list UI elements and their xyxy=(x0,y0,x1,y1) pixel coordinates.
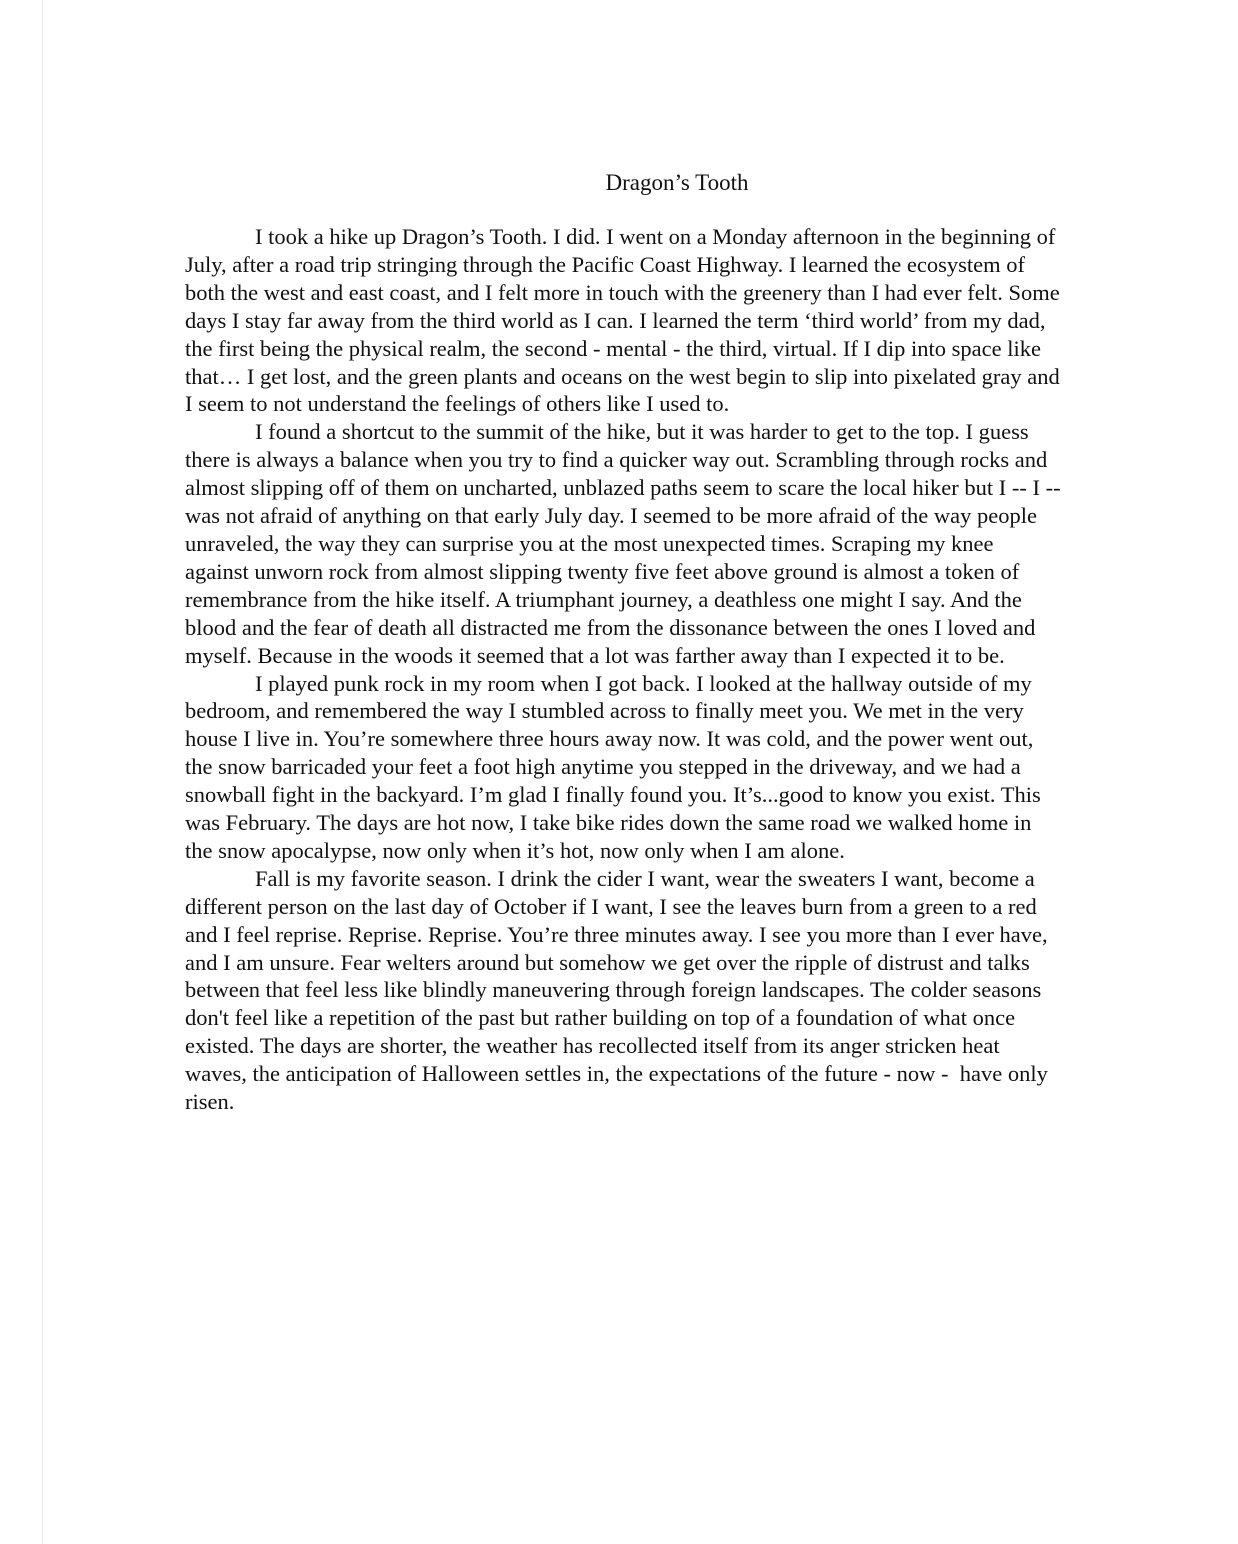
page-edge xyxy=(42,0,43,1544)
text-line: remembrance from the hike itself. A triumphant journey, a deathless one might I say. And the xyxy=(185,586,1022,612)
text-line: I played punk rock in my room when I got back. I looked at the hallway outside of my xyxy=(255,670,1032,696)
text-line: was February. The days are hot now, I take bike rides down the same road we walked home in xyxy=(185,810,1032,836)
text-line: both the west and east coast, and I felt more in touch with the greenery than I had ever felt. Some xyxy=(185,279,1060,305)
text-line: was not afraid of anything on that early July day. I seemed to be more afraid of the way people xyxy=(185,503,1038,529)
paragraph xyxy=(185,670,1110,865)
text-line: waves, the anticipation of Halloween settles in, the expectations of the future - now - have only xyxy=(185,1061,1048,1087)
text-line: risen. xyxy=(185,1089,235,1115)
text-line: almost slipping off of them on uncharted, unblazed paths seem to scare the local hiker but I -- I -- xyxy=(185,475,1061,501)
text-line: existed. The days are shorter, the weather has recollected itself from its anger stricken heat xyxy=(185,1033,1000,1059)
text-line: the snow apocalypse, now only when it’s hot, now only when I am alone. xyxy=(185,837,845,863)
text-line: blood and the fear of death all distracted me from the dissonance between the ones I loved and xyxy=(185,614,1036,640)
text-line: I found a shortcut to the summit of the hike, but it was harder to get to the top. I guess xyxy=(255,419,1029,445)
text-line: there is always a balance when you try to find a quicker way out. Scrambling through rocks and xyxy=(185,447,1048,473)
text-line: July, after a road trip stringing through the Pacific Coast Highway. I learned the ecosystem of xyxy=(185,251,1025,277)
document-body xyxy=(185,223,1110,1116)
text-line: snowball fight in the backyard. I’m glad I finally found you. It’s...good to know you exist. This xyxy=(185,782,1041,808)
text-line: that… I get lost, and the green plants and oceans on the west begin to slip into pixelated gray and xyxy=(185,363,1060,389)
paragraph xyxy=(185,418,1110,669)
text-line: the snow barricaded your feet a foot high anytime you stepped in the driveway, and we had a xyxy=(185,754,1021,780)
text-line: the first being the physical realm, the second - mental - the third, virtual. If I dip into space like xyxy=(185,335,1041,361)
text-line: and I am unsure. Fear welters around but somehow we get over the ripple of distrust and talks xyxy=(185,949,1030,975)
text-line: days I stay far away from the third world as I can. I learned the term ‘third world’ from my dad, xyxy=(185,307,1046,333)
text-line: different person on the last day of October if I want, I see the leaves burn from a green to a red xyxy=(185,893,1037,919)
paragraph xyxy=(185,223,1110,418)
text-line: against unworn rock from almost slipping twenty five feet above ground is almost a token of xyxy=(185,558,1020,584)
text-line: bedroom, and remembered the way I stumbled across to finally meet you. We met in the very xyxy=(185,698,1024,724)
text-line: and I feel reprise. Reprise. Reprise. You’re three minutes away. I see you more than I ever have, xyxy=(185,921,1048,947)
text-line: myself. Because in the woods it seemed that a lot was farther away than I expected it to be. xyxy=(185,642,1005,668)
text-line: house I live in. You’re somewhere three hours away now. It was cold, and the power went out, xyxy=(185,726,1034,752)
text-line: don't feel like a repetition of the past but rather building on top of a foundation of what once xyxy=(185,1005,1016,1031)
text-line: I took a hike up Dragon’s Tooth. I did. I went on a Monday afternoon in the beginning of xyxy=(255,224,1056,249)
text-line: unraveled, the way they can surprise you at the most unexpected times. Scraping my knee xyxy=(185,530,994,556)
text-line: between that feel less like blindly maneuvering through foreign landscapes. The colder seasons xyxy=(185,977,1042,1003)
text-line: Fall is my favorite season. I drink the cider I want, wear the sweaters I want, become a xyxy=(255,865,1035,891)
paragraph xyxy=(185,865,1110,1116)
text-line: I seem to not understand the feelings of others like I used to. xyxy=(185,391,730,417)
document-title: Dragon’s Tooth xyxy=(605,170,749,195)
